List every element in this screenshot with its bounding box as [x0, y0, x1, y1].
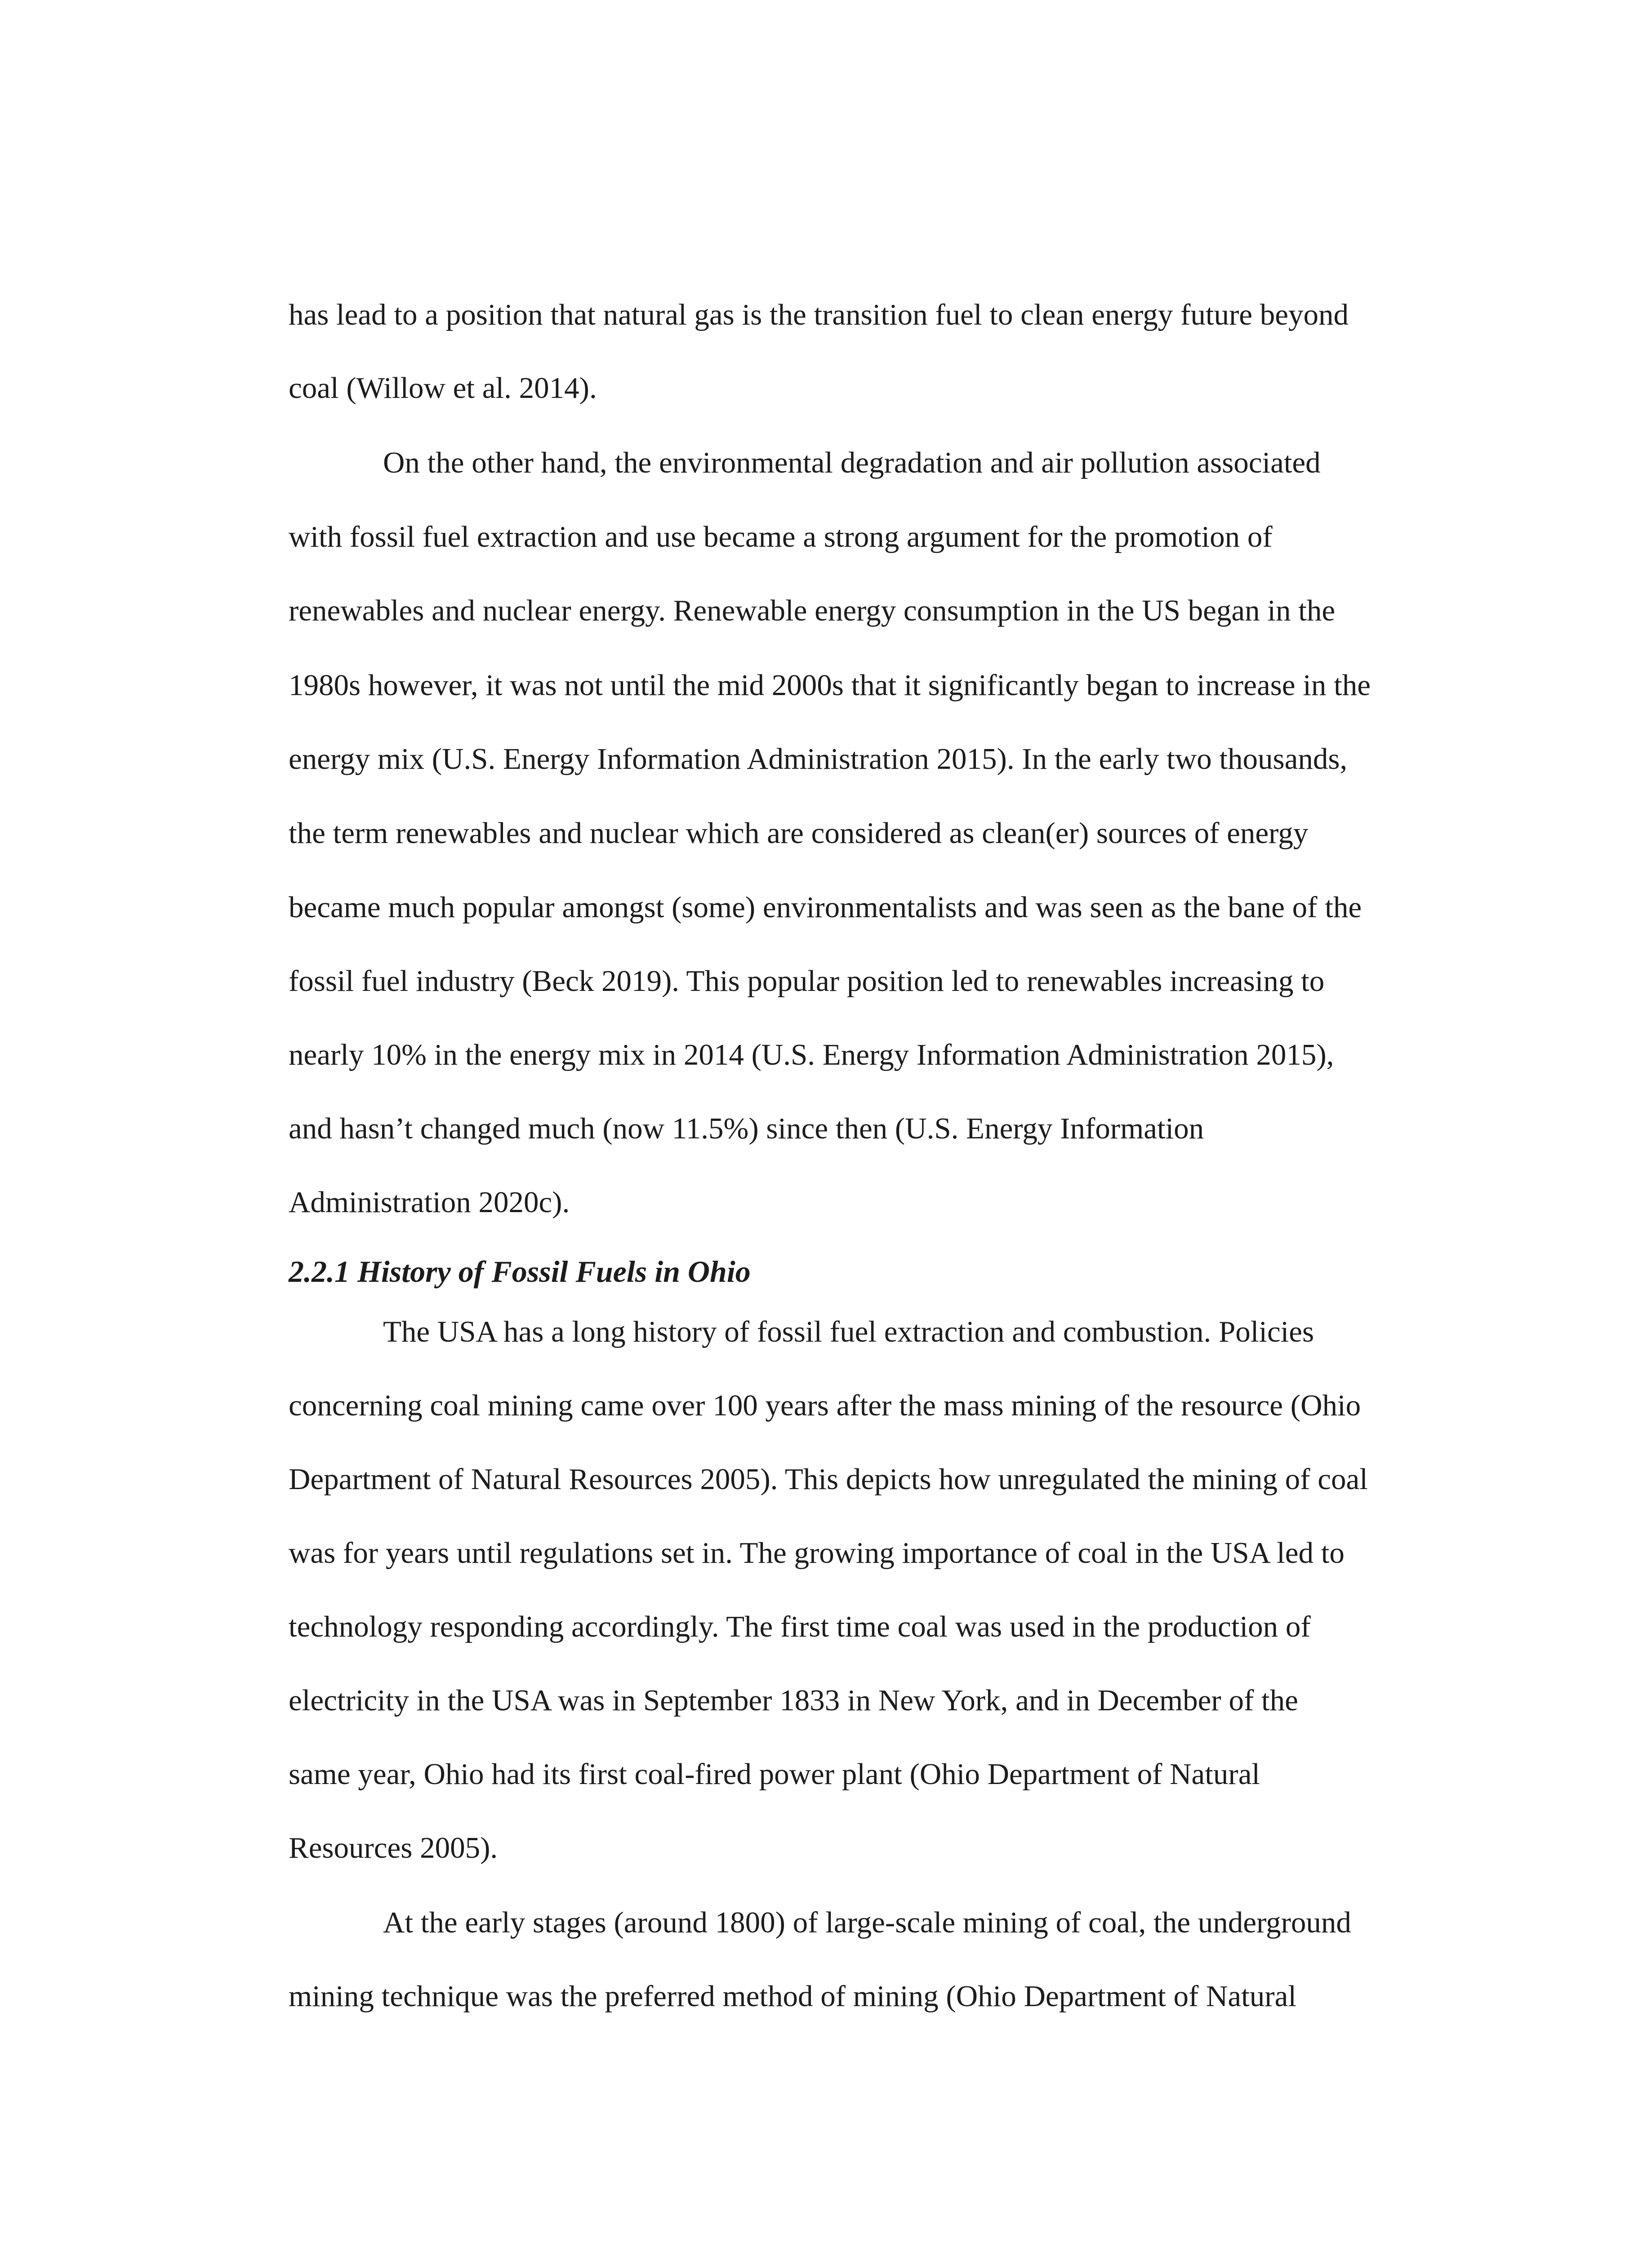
body-text-line: and hasn’t changed much (now 11.5%) since then (U.S. Energy Information	[289, 1112, 1204, 1145]
body-text-line: same year, Ohio had its first coal-fired power plant (Ohio Department of Natural	[289, 1757, 1260, 1791]
body-text-line: 1980s however, it was not until the mid 2000s that it significantly began to increase in the	[289, 669, 1371, 702]
body-text-line: became much popular amongst (some) environmentalists and was seen as the bane of the	[289, 891, 1362, 924]
body-text-line: fossil fuel industry (Beck 2019). This popular position led to renewables increasing to	[289, 964, 1325, 998]
body-text-line: Department of Natural Resources 2005). This depicts how unregulated the mining of coal	[289, 1463, 1368, 1496]
body-text-line: nearly 10% in the energy mix in 2014 (U.S. Energy Information Administration 2015),	[289, 1038, 1334, 1071]
body-text-line: Administration 2020c).	[289, 1186, 570, 1219]
body-text-line: energy mix (U.S. Energy Information Administration 2015). In the early two thousands,	[289, 742, 1348, 776]
body-text-line: mining technique was the preferred method of mining (Ohio Department of Natural	[289, 1980, 1296, 2013]
section-heading: 2.2.1 History of Fossil Fuels in Ohio	[289, 1254, 751, 1289]
body-text-line: was for years until regulations set in. The growing importance of coal in the USA led to	[289, 1536, 1345, 1570]
body-text-line: the term renewables and nuclear which are considered as clean(er) sources of energy	[289, 816, 1309, 850]
body-text-line: concerning coal mining came over 100 years after the mass mining of the resource (Ohio	[289, 1389, 1361, 1422]
paragraph-first-line: On the other hand, the environmental degradation and air pollution associated	[383, 446, 1321, 479]
body-text-line: technology responding accordingly. The first time coal was used in the production of	[289, 1610, 1311, 1643]
body-text-line: Resources 2005).	[289, 1831, 498, 1864]
body-text-line: renewables and nuclear energy. Renewable energy consumption in the US began in the	[289, 594, 1336, 627]
body-text-line: electricity in the USA was in September 1833 in New York, and in December of the	[289, 1684, 1298, 1717]
body-text-line: coal (Willow et al. 2014).	[289, 371, 597, 405]
body-text-line: with fossil fuel extraction and use became a strong argument for the promotion of	[289, 520, 1273, 553]
paragraph-first-line: At the early stages (around 1800) of large-scale mining of coal, the underground	[383, 1906, 1351, 1939]
paragraph-first-line: The USA has a long history of fossil fuel extraction and combustion. Policies	[383, 1315, 1314, 1348]
body-text-line: has lead to a position that natural gas is the transition fuel to clean energy future beyond	[289, 298, 1349, 331]
